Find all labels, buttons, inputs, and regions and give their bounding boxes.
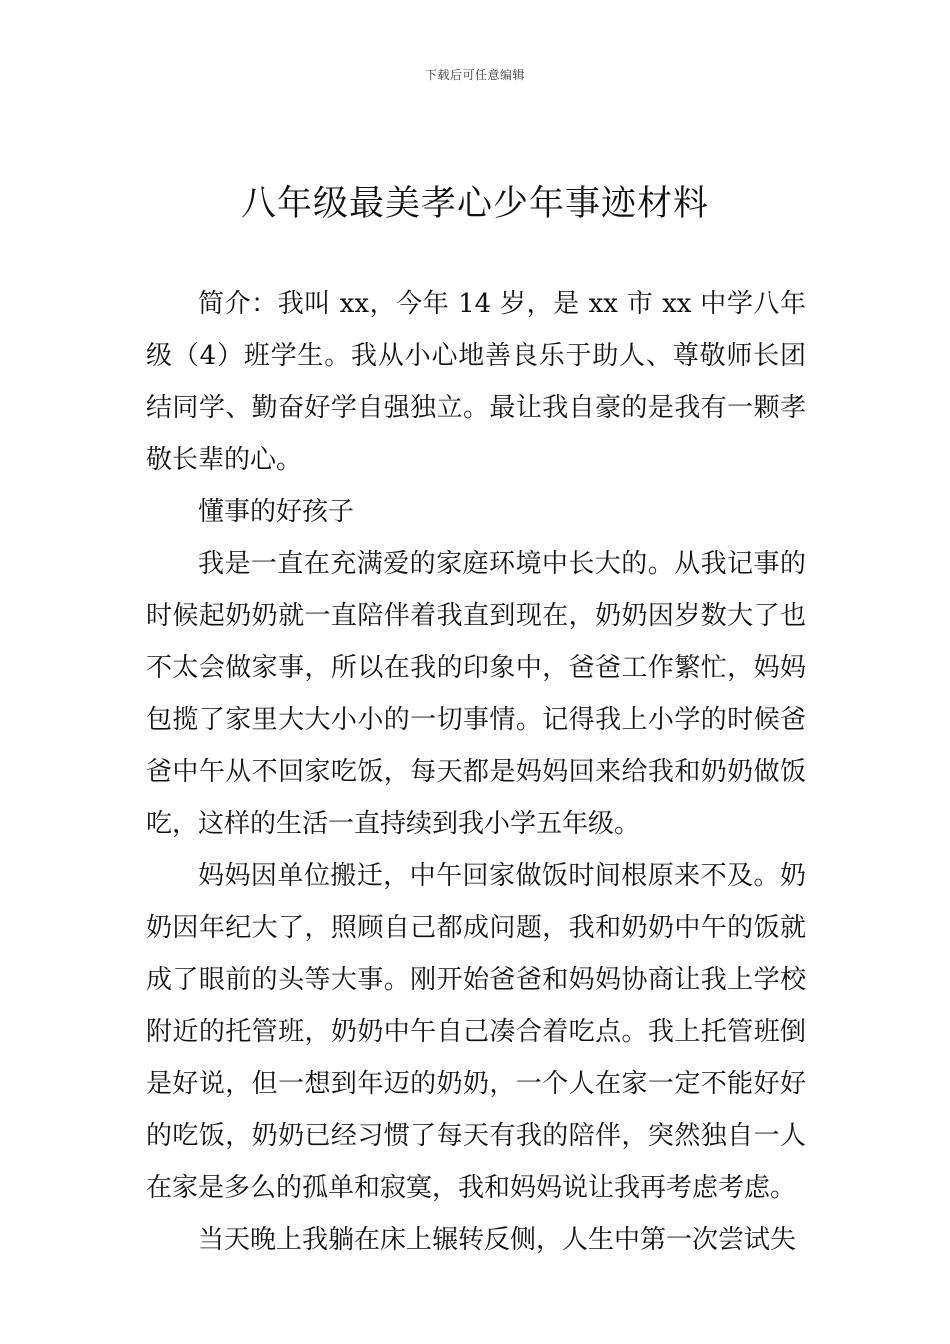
paragraph-intro: 简介：我叫 xx，今年 14 岁，是 xx 市 xx 中学八年级（4）班学生。我从小心地善良乐于助人、尊敬师长团结同学、勤奋好学自强独立。最让我自豪的是我有一颗孝敬长辈的心。 [146, 289, 806, 475]
paragraph: 我是一直在充满爱的家庭环境中长大的。从我记事的时候起奶奶就一直陪伴着我直到现在，奶奶因岁数大了也不太会做家事，所以在我的印象中，爸爸工作繁忙，妈妈包揽了家里大大小小的一切事情。记得我上小学的时候爸爸中午从不回家吃饭，每天都是妈妈回来给我和奶奶做饭吃，这样的生活一直持续到我小学五年级。 [146, 549, 806, 839]
header-note: 下载后可任意编辑 [424, 68, 525, 82]
document-body [146, 278, 806, 1266]
paragraph-subheading: 懂事的好孩子 [198, 497, 355, 527]
document-title: 八年级最美孝心少年事迹材料 [240, 184, 709, 224]
paragraph: 当天晚上我躺在床上辗转反侧，人生中第一次尝试失 [198, 1225, 797, 1255]
paragraph: 妈妈因单位搬迁，中午回家做饭时间根原来不及。奶奶因年纪大了，照顾自己都成问题，我和奶奶中午的饭就成了眼前的头等大事。刚开始爸爸和妈妈协商让我上学校附近的托管班，奶奶中午自己凑合着吃点。我上托管班倒是好说，但一想到年迈的奶奶，一个人在家一定不能好好的吃饭，奶奶已经习惯了每天有我的陪伴，突然独自一人在家是多么的孤单和寂寞，我和妈妈说让我再考虑考虑。 [146, 861, 806, 1203]
